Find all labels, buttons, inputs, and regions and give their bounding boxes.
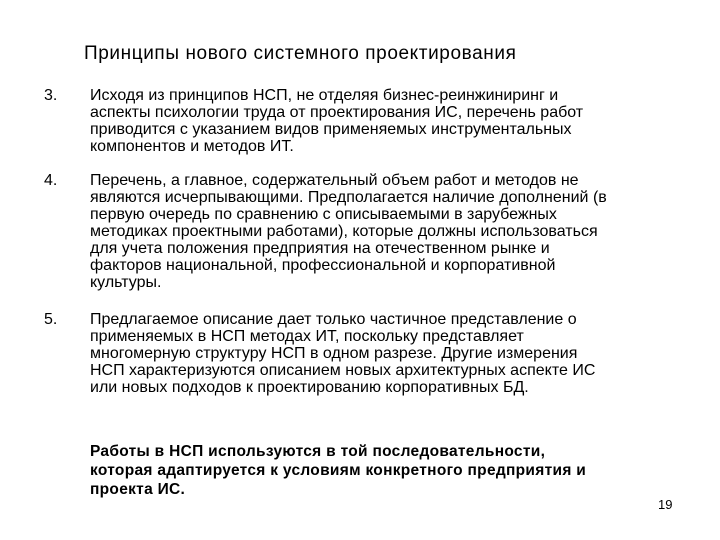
slide-title: Принципы нового системного проектирования bbox=[84, 43, 517, 64]
list-item-number: 5. bbox=[44, 311, 58, 328]
page-number: 19 bbox=[658, 497, 673, 512]
list-item-number: 4. bbox=[44, 172, 58, 189]
list-item-text: Исходя из принципов НСП, не отделяя бизнес-реинжиниринг и аспекты психологии труда от проектирования ИС, перечень работ приводится с указанием видов применяемых инструментальных компонентов и методов ИТ. bbox=[90, 87, 584, 155]
list-item-number: 3. bbox=[44, 87, 58, 104]
list-item-text: Предлагаемое описание дает только частичное представление о применяемых в НСП методах ИТ, поскольку представляет многомерную структуру НСП в одном разрезе. Другие измерения НСП характеризуются описанием новых архитектурных аспекте ИС или новых подходов к проектированию корпоративных БД. bbox=[90, 311, 596, 396]
conclusion-text: Работы в НСП используются в той последовательности, которая адаптируется к условиям конкретного предприятия и проекта ИС. bbox=[90, 443, 587, 498]
list-item-text: Перечень, а главное, содержательный объем работ и методов не являются исчерпывающими. Предполагается наличие дополнений (в первую очередь по сравнению с описываемыми в зарубежных методиках проектными работами), которые должны использоваться для учета положения предприятия на отечественном рынке и факторов национальной, профессиональной и корпоративной культуры. bbox=[90, 172, 607, 291]
